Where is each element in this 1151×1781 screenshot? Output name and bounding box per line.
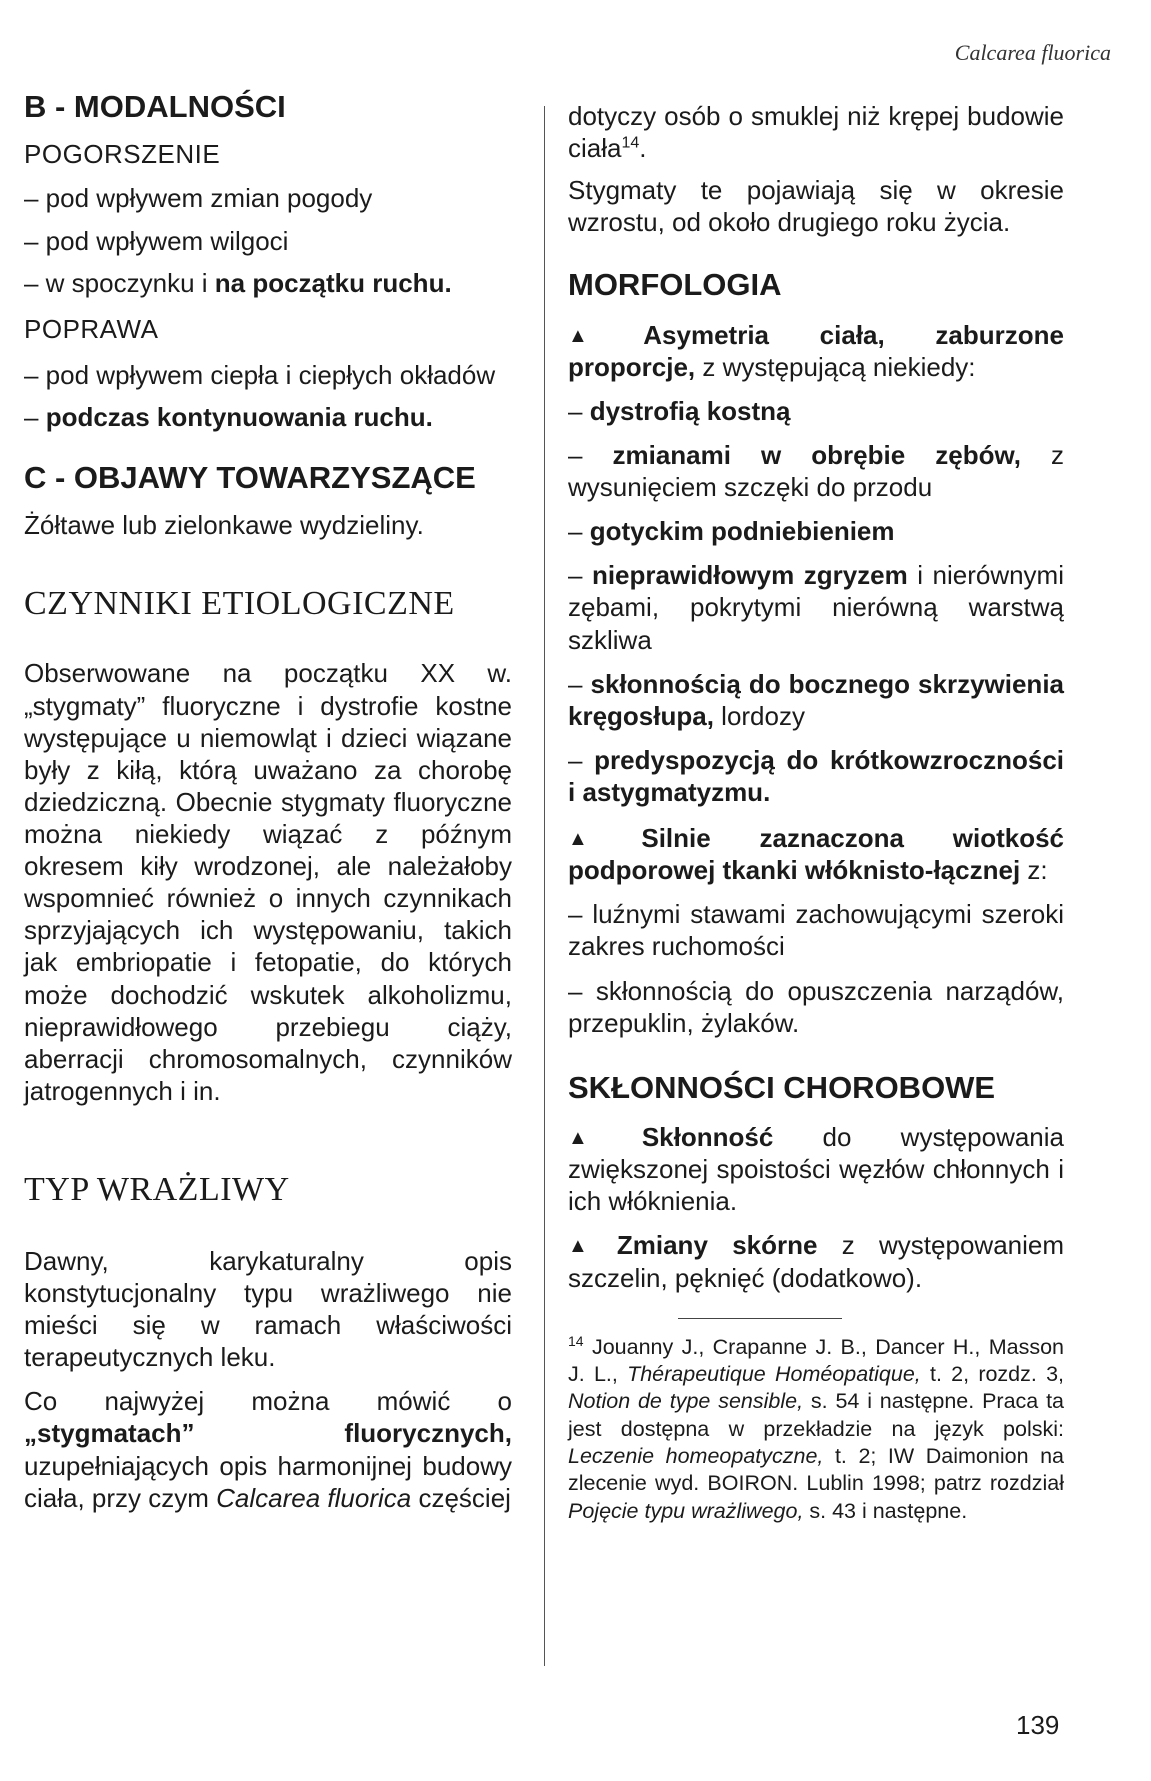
footnote-italic: Leczenie homeopatyczne, bbox=[568, 1443, 824, 1468]
triangle-bullet-icon: ▲ bbox=[568, 1127, 630, 1150]
list-item: – skłonnością do bocznego skrzywienia kręgosłupa, lordozy bbox=[568, 668, 1064, 731]
heading-typ: TYP WRAŻLIWY bbox=[24, 1170, 290, 1208]
list-item-bold: skłonnością do bocznego skrzywienia kręgosłupa, bbox=[568, 668, 1064, 731]
heading-morfologia: MORFOLOGIA bbox=[568, 267, 782, 303]
lead-bold: Asymetria ciała, zaburzone proporcje, bbox=[568, 319, 1064, 382]
typ-text: uzupełniających opis harmonijnej budowy ciała, przy czym bbox=[24, 1450, 512, 1513]
better-item-dash: – bbox=[24, 401, 46, 432]
triangle-bullet-icon: ▲ bbox=[568, 1235, 605, 1258]
morfologia-lead bbox=[568, 822, 1064, 886]
lead-bold: Silnie zaznaczona wiotkość podporowej tkanki włóknisto-łącznej bbox=[568, 823, 1064, 886]
list-item: – nieprawidłowym zgryzem i nierównymi zębami, pokrytymi nierówną warstwą szkliwa bbox=[568, 560, 1064, 655]
footnote-italic: Pojęcie typu wrażliwego, bbox=[568, 1498, 804, 1523]
footnote-ref: 14 bbox=[621, 134, 640, 152]
footnote-text: s. 43 i następne. bbox=[803, 1498, 968, 1523]
footnote-number: 14 bbox=[568, 1332, 584, 1349]
worse-item-bold: na początku ruchu. bbox=[214, 267, 452, 298]
list-item: – luźnymi stawami zachowującymi szeroki zakres ruchomości bbox=[568, 899, 1064, 962]
sklonnosci-bold: Zmiany skórne bbox=[616, 1230, 818, 1261]
footnote-text: t. 2; IW Daimonion na zlecenie wyd. BOIRON. Lublin 1998; patrz rozdział bbox=[568, 1443, 1064, 1496]
typ-text: częściej bbox=[411, 1482, 511, 1513]
page-number: 139 bbox=[1016, 1710, 1060, 1740]
list-item-bold: predyspozycją do krótkowzroczności i astygmatyzmu. bbox=[568, 744, 1065, 808]
lead-text: z: bbox=[1020, 855, 1048, 886]
left-column bbox=[24, 88, 512, 1514]
etiologia-text: Obserwowane na początku XX w. „stygmaty” fluoryczne i dystrofie kostne występujące u niemowląt i dzieci wiązane były z kiłą, którą uważano za chorobę dziedziczną. Obecnie stygmaty fluoryczne można niekiedy wiązać z późnym okresem kiły wrodzonej, ale należałoby wspomnieć również o innych czynnikach sprzyjających ich występowaniu, takich jak embriopatie i fetopatie, do których może dochodzić wskutek alkoholizmu, nieprawidłowego przebiegu ciąży, aberracji chromosomalnych, czynników jatrogennych i in. bbox=[24, 658, 512, 1106]
footnote-text: Jouanny J., Crapanne J. B., Dancer H., Masson J. L., bbox=[568, 1334, 1064, 1387]
heading-sklonnosci: SKŁONNOŚCI CHOROBOWE bbox=[568, 1069, 996, 1105]
heading-etiologia: CZYNNIKI ETIOLOGICZNE bbox=[24, 585, 455, 623]
right-column bbox=[568, 88, 1064, 1525]
better-item: – pod wpływem ciepła i ciepłych okładów bbox=[24, 359, 496, 390]
list-item-text: z wysunięciem szczęki do przodu bbox=[568, 440, 1064, 503]
sklonnosci-bold: Skłonność bbox=[641, 1122, 774, 1153]
morfologia-lead bbox=[568, 319, 1064, 383]
worse-item: – pod wpływem wilgoci bbox=[24, 225, 289, 256]
footnote-text: s. 54 i następne. Praca ta jest dostępna w przekładzie na język polski: bbox=[568, 1389, 1064, 1441]
list-item-text: lordozy bbox=[713, 700, 805, 731]
typ-paragraph: Dawny, karykaturalny opis konstytucjonalny typu wrażliwego nie mieści się w ramach właściwości terapeutycznych leku. bbox=[24, 1245, 512, 1373]
list-item-bold: gotyckim podniebieniem bbox=[589, 516, 895, 547]
sklonnosci-text: z występowaniem szczelin, pęknięć (dodatkowo). bbox=[568, 1230, 1065, 1293]
footnote-text: t. 2, rozdz. 3, bbox=[920, 1362, 1065, 1387]
triangle-bullet-icon: ▲ bbox=[568, 828, 630, 851]
worse-item bbox=[24, 267, 512, 299]
running-head: Calcarea fluorica bbox=[954, 40, 1111, 65]
list-item-text: i nierównymi zębami, pokrytymi nierówną warstwą szkliwa bbox=[568, 560, 1064, 655]
label-pogorszenie: POGORSZENIE bbox=[24, 139, 221, 170]
triangle-bullet-icon: ▲ bbox=[568, 324, 632, 347]
intro-paragraph: Stygmaty te pojawiają się w okresie wzrostu, od około drugiego roku życia. bbox=[568, 175, 1064, 238]
worse-item-text: – w spoczynku i bbox=[24, 267, 215, 298]
heading-objawy: C - OBJAWY TOWARZYSZĄCE bbox=[24, 460, 476, 496]
footnote-rule bbox=[678, 1318, 842, 1319]
heading-modalnosci: B - MODALNOŚCI bbox=[24, 89, 286, 124]
better-item bbox=[24, 401, 512, 433]
typ-bold: „stygmatach” fluorycznych, bbox=[24, 1418, 512, 1449]
better-item-bold: podczas kontynuowania ruchu. bbox=[45, 401, 433, 432]
typ-italic: Calcarea fluorica bbox=[216, 1482, 412, 1513]
objawy-text: Żółtawe lub zielonkawe wydzieliny. bbox=[24, 510, 424, 541]
sklonnosci-text: do występowania zwiększonej spoistości węzłów chłonnych i ich włóknienia. bbox=[568, 1122, 1064, 1217]
morfologia-list bbox=[568, 395, 1064, 808]
label-poprawa: POPRAWA bbox=[24, 313, 159, 344]
list-item: – gotyckim podniebieniem bbox=[568, 516, 895, 547]
intro-paragraph bbox=[568, 100, 1064, 164]
column-divider bbox=[544, 106, 545, 1666]
sklonnosci-paragraph bbox=[568, 1229, 1064, 1293]
worse-item: – pod wpływem zmian pogody bbox=[24, 183, 373, 214]
list-item: – zmianami w obrębie zębów, z wysunięciem szczęki do przodu bbox=[568, 440, 1064, 503]
list-item: – predyspozycją do krótkowzroczności i astygmatyzmu. bbox=[568, 744, 1065, 808]
list-item-bold: dystrofią kostną bbox=[589, 395, 791, 426]
lead-text: z występującą niekiedy: bbox=[695, 351, 976, 382]
typ-text: Co najwyżej można mówić o bbox=[24, 1386, 512, 1417]
footnote bbox=[568, 1333, 1064, 1525]
list-item-bold: zmianami w obrębie zębów, bbox=[612, 440, 1021, 471]
footnote-italic: Notion de type sensible, bbox=[568, 1389, 804, 1414]
list-item: – dystrofią kostną bbox=[568, 395, 791, 426]
list-item: – skłonnością do opuszczenia narządów, przepuklin, żylaków. bbox=[568, 975, 1064, 1038]
typ-paragraph bbox=[24, 1385, 512, 1513]
intro-text: . bbox=[639, 133, 647, 164]
list-item-bold: nieprawidłowym zgryzem bbox=[591, 560, 908, 591]
sklonnosci-paragraph bbox=[568, 1121, 1064, 1217]
intro-text: dotyczy osób o smuklej niż krępej budowie ciała bbox=[568, 101, 1064, 164]
footnote-italic: Thérapeutique Homéopatique, bbox=[627, 1362, 921, 1387]
